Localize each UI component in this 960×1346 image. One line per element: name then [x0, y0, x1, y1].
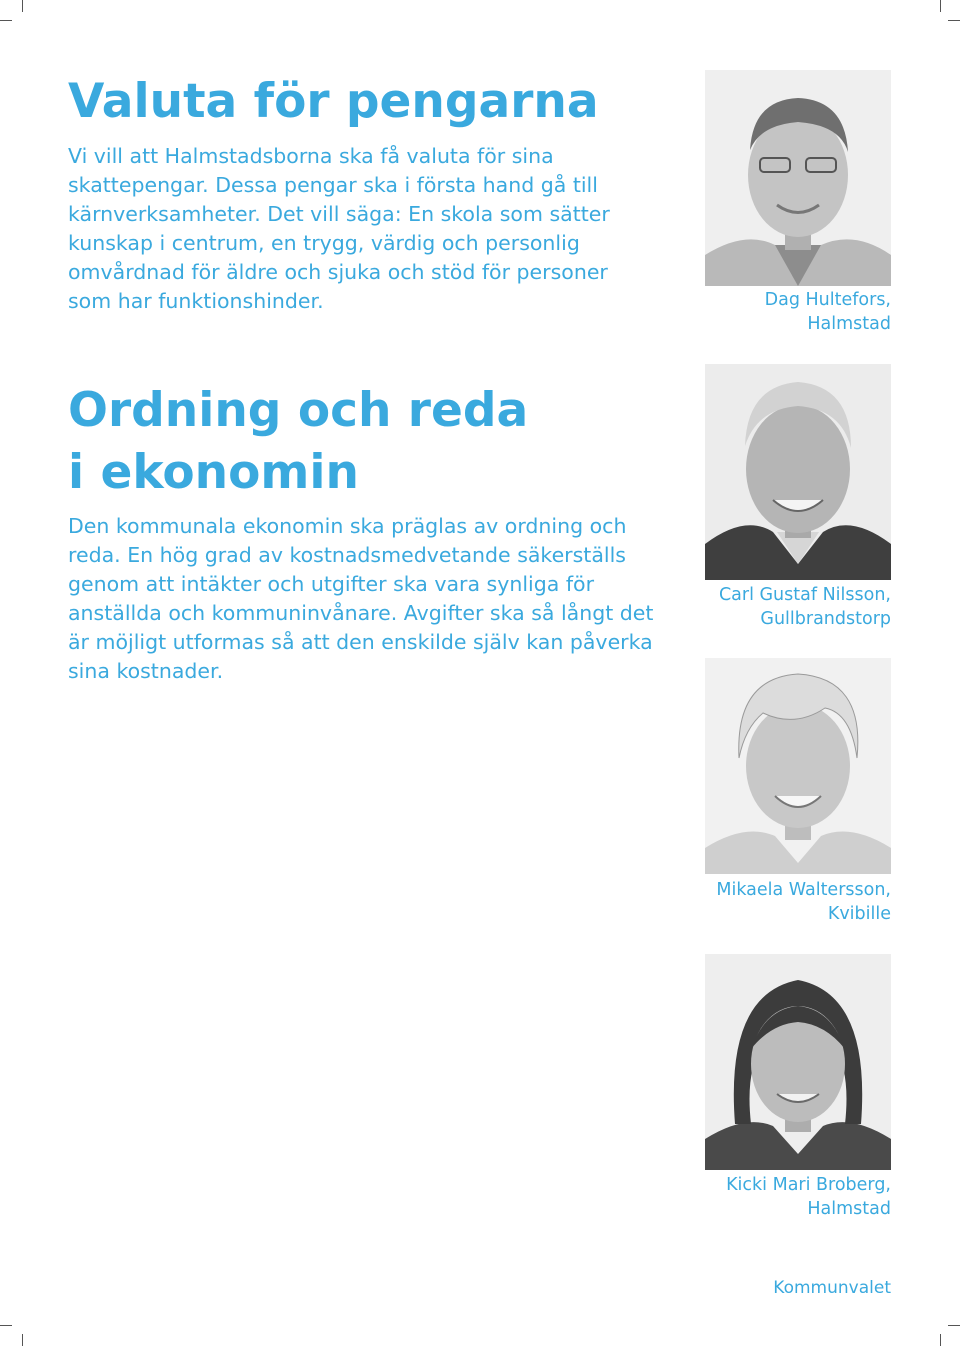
portrait-photo-dag-hultefors [705, 70, 891, 286]
section-title: Valuta för pengarna [68, 74, 599, 129]
portrait-photo-mikaela-waltersson [705, 658, 891, 874]
caption-name: Mikaela Waltersson, [716, 880, 891, 900]
section-title-line-2: i ekonomin [68, 445, 359, 500]
caption-name: Carl Gustaf Nilsson, [718, 585, 891, 605]
caption-place: Halmstad [807, 1199, 891, 1219]
caption-mikaela-waltersson [661, 878, 891, 926]
crop-mark [948, 20, 960, 21]
caption-place: Kvibille [827, 904, 891, 924]
crop-mark [0, 20, 12, 21]
crop-mark [0, 1325, 12, 1326]
caption-name: Kicki Mari Broberg, [726, 1175, 891, 1195]
caption-place: Halmstad [807, 314, 891, 334]
portrait-photo-kicki-mari-broberg [705, 954, 891, 1170]
section-body: Vi vill att Halmstadsborna ska få valuta för sina skattepengar. Dessa pengar ska i första hand gå till kärnverksamheter. Det vill säga: En skola som sätter kunskap i centrum, en trygg, värdig och personlig omvårdnad för äldre och sjuka och stöd för personer som har funktionshinder. [68, 144, 610, 313]
section-order-in-economy [68, 380, 678, 686]
portrait-photo-carl-gustaf-nilsson [705, 364, 891, 580]
crop-mark [22, 0, 23, 12]
caption-name: Dag Hultefors, [764, 290, 891, 310]
section-body: Den kommunala ekonomin ska präglas av ordning och reda. En hög grad av kostnadsmedvetande säkerställs genom att intäkter och utgifter ska vara synliga för anställda och kommuninvånare. Avgifter ska så långt det är möjligt utformas så att den enskilde själv kan påverka sina kostnader. [68, 514, 654, 683]
caption-kicki-mari-broberg [661, 1173, 891, 1221]
section-title-line-1: Ordning och reda [68, 383, 529, 438]
caption-carl-gustaf-nilsson [661, 583, 891, 631]
section-value-for-money [68, 74, 678, 316]
footer-label: Kommunvalet [773, 1278, 891, 1298]
crop-mark [940, 0, 941, 12]
caption-dag-hultefors [661, 288, 891, 336]
caption-place: Gullbrandstorp [760, 609, 891, 629]
crop-mark [948, 1325, 960, 1326]
crop-mark [22, 1334, 23, 1346]
crop-mark [940, 1334, 941, 1346]
